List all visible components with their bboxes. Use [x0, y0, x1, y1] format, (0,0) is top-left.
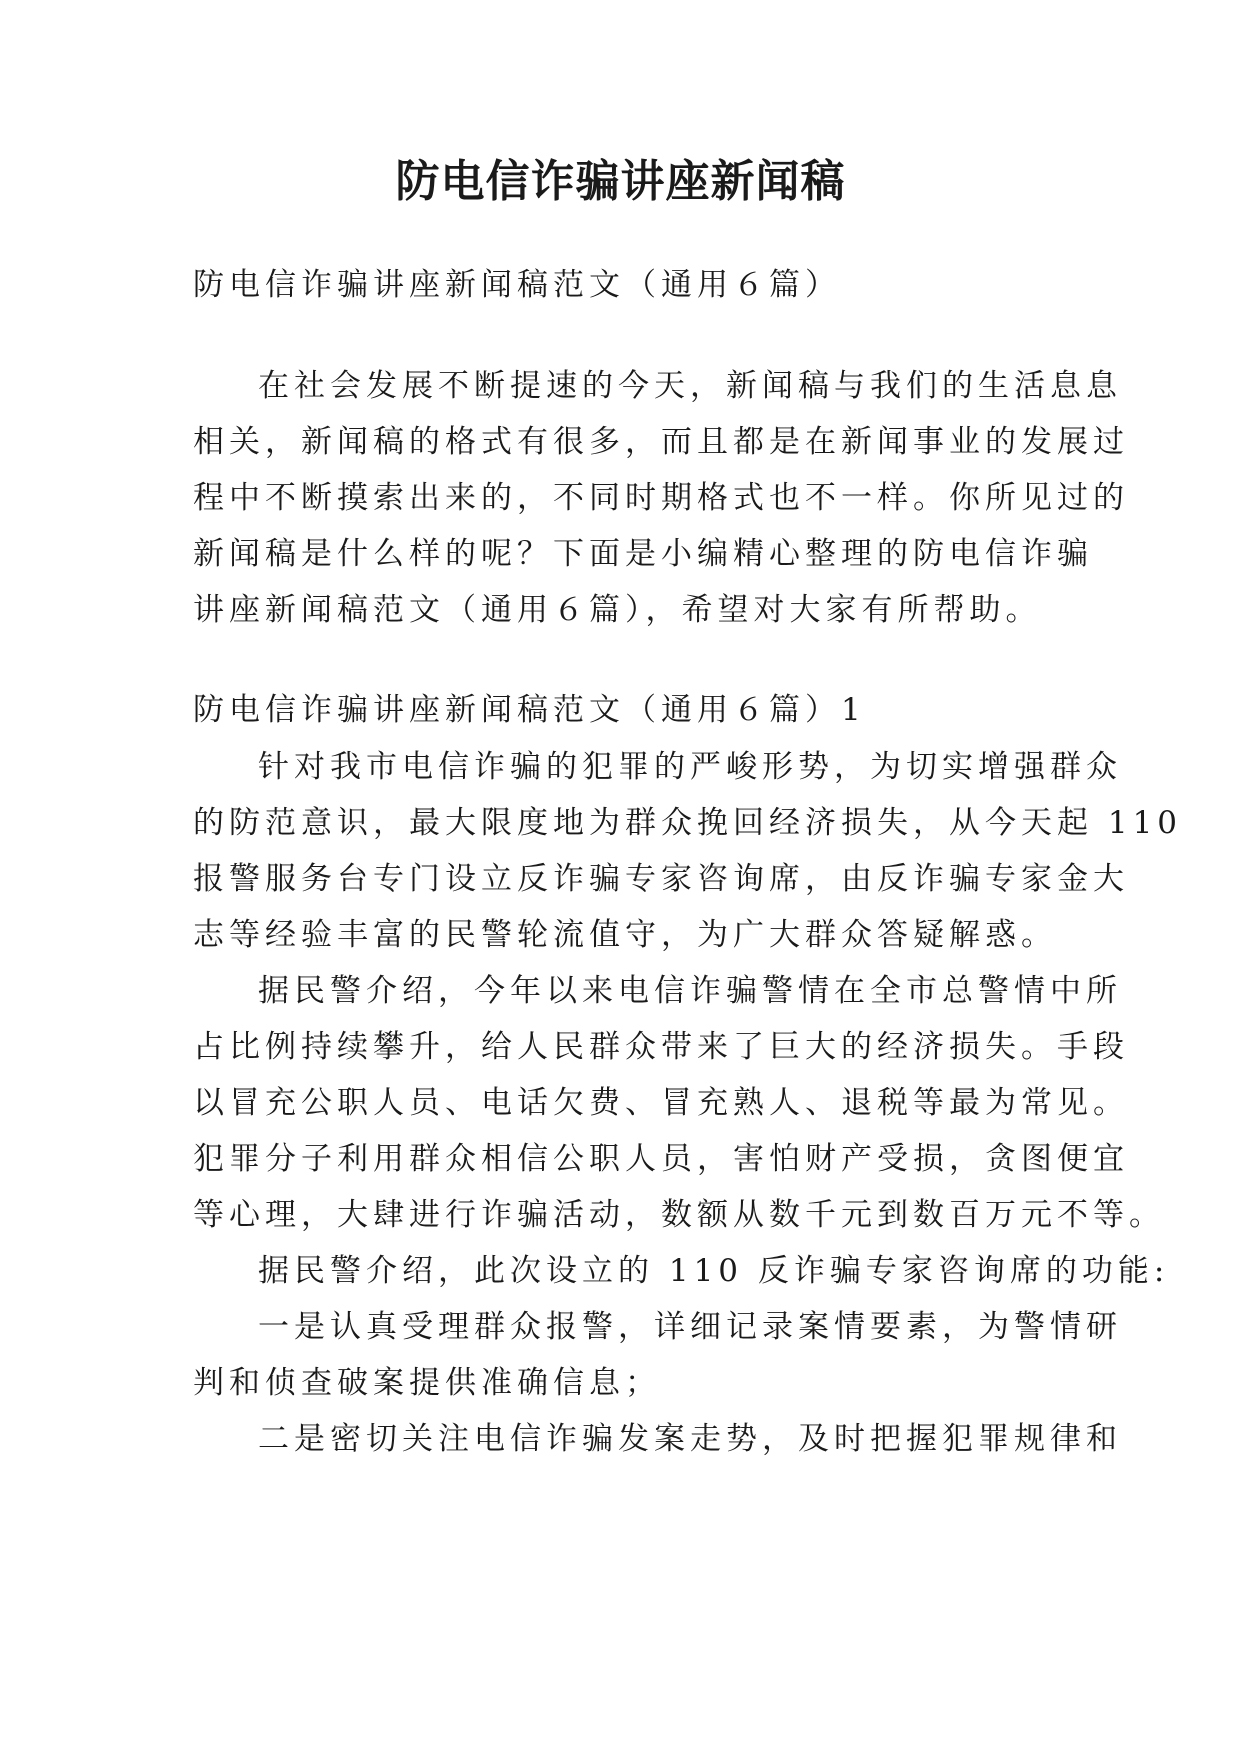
intro-line: 讲座新闻稿范文（通用６篇），希望对大家有所帮助。	[193, 592, 1042, 628]
body-line: 志等经验丰富的民警轮流值守，为广大群众答疑解惑。	[193, 917, 1057, 953]
body-line: 犯罪分子利用群众相信公职人员，害怕财产受损，贪图便宜	[193, 1141, 1129, 1177]
document-title: 防电信诈骗讲座新闻稿	[395, 156, 846, 207]
body-line: 占比例持续攀升，给人民群众带来了巨大的经济损失。手段	[193, 1029, 1129, 1065]
body-line: 二是密切关注电信诈骗发案走势，及时把握犯罪规律和	[258, 1421, 1122, 1457]
intro-line: 新闻稿是什么样的呢？下面是小编精心整理的防电信诈骗	[193, 536, 1093, 572]
intro-line: 在社会发展不断提速的今天，新闻稿与我们的生活息息	[258, 368, 1122, 404]
intro-line: 程中不断摸索出来的，不同时期格式也不一样。你所见过的	[193, 480, 1129, 516]
body-line: 判和侦查破案提供准确信息；	[193, 1365, 661, 1401]
body-line: 据民警介绍，今年以来电信诈骗警情在全市总警情中所	[258, 973, 1122, 1009]
body-line: 等心理，大肆进行诈骗活动，数额从数千元到数百万元不等。	[193, 1197, 1165, 1233]
body-line: 据民警介绍，此次设立的 110 反诈骗专家咨询席的功能:	[258, 1253, 1170, 1289]
body-line: 报警服务台专门设立反诈骗专家咨询席，由反诈骗专家金大	[193, 861, 1129, 897]
body-line: 一是认真受理群众报警，详细记录案情要素，为警情研	[258, 1309, 1122, 1345]
intro-line: 相关，新闻稿的格式有很多，而且都是在新闻事业的发展过	[193, 424, 1129, 460]
document-subtitle: 防电信诈骗讲座新闻稿范文（通用６篇）	[193, 267, 841, 303]
section-heading: 防电信诈骗讲座新闻稿范文（通用６篇）1	[193, 692, 866, 728]
body-line: 针对我市电信诈骗的犯罪的严峻形势，为切实增强群众	[258, 749, 1122, 785]
body-line: 的防范意识，最大限度地为群众挽回经济损失，从今天起 110	[193, 805, 1183, 841]
body-line: 以冒充公职人员、电话欠费、冒充熟人、退税等最为常见。	[193, 1085, 1129, 1121]
